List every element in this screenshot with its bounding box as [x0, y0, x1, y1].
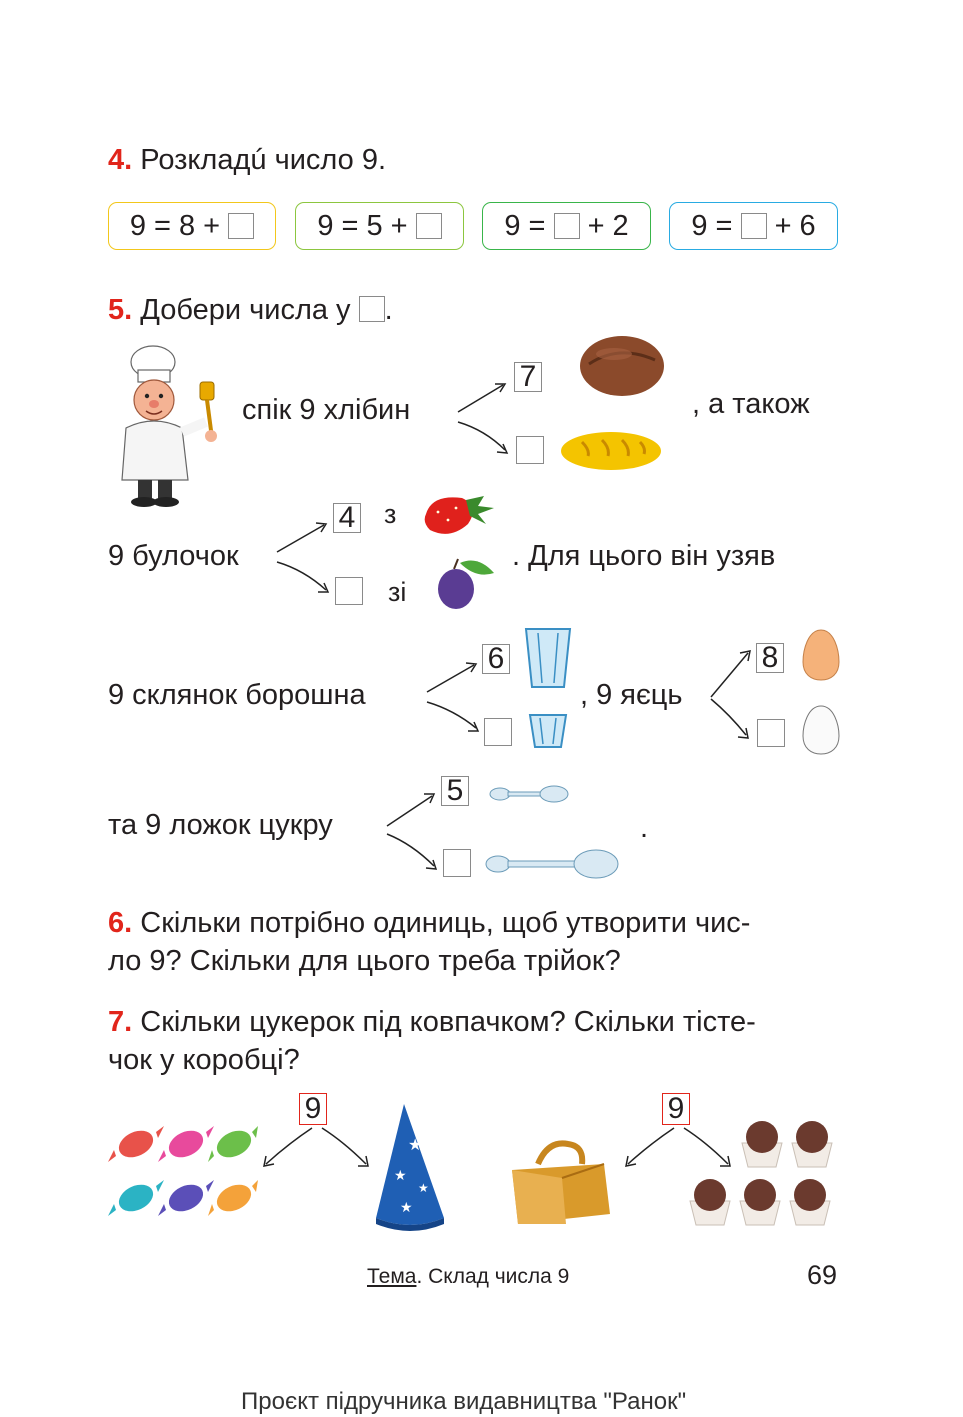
answer-box[interactable] — [443, 849, 471, 877]
svg-text:★: ★ — [394, 1168, 407, 1184]
equation-right: + 6 — [774, 209, 816, 242]
equation-card-1 — [108, 202, 276, 250]
exercise-text: Добери числа у — [140, 294, 351, 326]
answer-box[interactable] — [757, 719, 785, 747]
equation-left: 9 = 5 + — [317, 209, 408, 242]
strawberry-icon — [422, 492, 496, 540]
fork-arrows — [384, 788, 440, 878]
candy-icon — [108, 1116, 258, 1228]
page-number: 69 — [807, 1260, 838, 1290]
publisher-note: Проєкт підручника видавництва "Ранок" — [241, 1388, 687, 1415]
end-dot: . — [640, 812, 649, 844]
chef-icon — [108, 340, 228, 512]
exercise-7-line2: чок у коробці? — [108, 1044, 300, 1076]
eggs-text: , 9 яєць — [580, 679, 683, 711]
answer-box[interactable] — [228, 213, 254, 239]
glass-icon — [528, 712, 568, 750]
sugar-text: та 9 ложок цукру — [108, 809, 333, 841]
topic-line — [367, 1265, 569, 1289]
sample-box-icon — [359, 296, 385, 322]
topic-label: Тема — [367, 1265, 417, 1288]
fork-arrows — [424, 660, 484, 740]
spoon-icon — [484, 846, 620, 882]
equation-right: + 2 — [587, 209, 629, 242]
exercise-7-line1 — [108, 1005, 756, 1039]
exercise-5-title — [108, 293, 393, 327]
equation-card-4 — [669, 202, 838, 250]
fork-arrows — [455, 380, 515, 460]
with-text: з — [384, 499, 397, 529]
exercise-6-line1 — [108, 906, 750, 940]
plum-icon — [436, 555, 496, 611]
answer-box[interactable] — [484, 718, 512, 746]
fork-arrows — [708, 645, 758, 745]
flour-text: 9 склянок борошна — [108, 679, 366, 711]
candies-total-box: 9 — [299, 1093, 327, 1125]
answer-box[interactable] — [741, 213, 767, 239]
exercise-6-line2: ло 9? Скільки для цього треба трійок? — [108, 945, 621, 977]
equation-left: 9 = — [504, 209, 546, 242]
buns-number-box: 4 — [333, 503, 361, 533]
answer-box[interactable] — [516, 436, 544, 464]
spoon-icon — [488, 782, 570, 806]
exercise-text: Скільки потрібно одиниць, щоб утворити чис- — [140, 907, 751, 939]
bread-text: спік 9 хлібин — [242, 394, 411, 426]
exercise-4-title — [108, 143, 386, 177]
exercise-number: 6. — [108, 907, 133, 939]
baguette-icon — [560, 430, 662, 472]
answer-box[interactable] — [554, 213, 580, 239]
fork-arrows — [274, 520, 334, 600]
also-text: , а також — [692, 388, 810, 420]
exercise-number: 4. — [108, 144, 133, 176]
cakes-total-box: 9 — [662, 1093, 690, 1125]
egg-icon — [802, 704, 840, 756]
answer-box[interactable] — [416, 213, 442, 239]
equation-card-2 — [295, 202, 464, 250]
exercise-number: 5. — [108, 294, 133, 326]
for-this-text: . Для цього він узяв — [512, 540, 776, 572]
answer-box[interactable] — [335, 577, 363, 605]
flour-number-box: 6 — [482, 644, 510, 674]
equation-card-3 — [482, 202, 651, 250]
equation-left: 9 = — [691, 209, 733, 242]
sugar-number-box: 5 — [441, 776, 469, 806]
cake-box-icon — [508, 1134, 614, 1226]
exercise-text: Скільки цукерок під ковпачком? Скільки тісте- — [140, 1006, 756, 1038]
wizard-hat-icon — [374, 1100, 446, 1232]
svg-text:★: ★ — [408, 1135, 423, 1154]
topic-text: . Склад числа 9 — [416, 1265, 570, 1288]
exercise-text: Розкладú число 9. — [140, 144, 387, 176]
eggs-number-box: 8 — [756, 643, 784, 673]
exercise-number: 7. — [108, 1006, 133, 1038]
period: . — [384, 294, 393, 326]
bread-loaf-icon — [579, 334, 665, 398]
equation-left: 9 = 8 + — [129, 209, 221, 242]
bread-number-box: 7 — [514, 362, 542, 392]
svg-text:★: ★ — [400, 1200, 413, 1216]
fork-arrows — [262, 1124, 372, 1174]
egg-icon — [802, 628, 840, 682]
svg-text:★: ★ — [418, 1181, 429, 1195]
buns-text: 9 булочок — [108, 540, 239, 572]
with-text: зі — [388, 577, 407, 607]
glass-icon — [524, 625, 572, 691]
chocolate-cake-icon — [684, 1117, 840, 1227]
